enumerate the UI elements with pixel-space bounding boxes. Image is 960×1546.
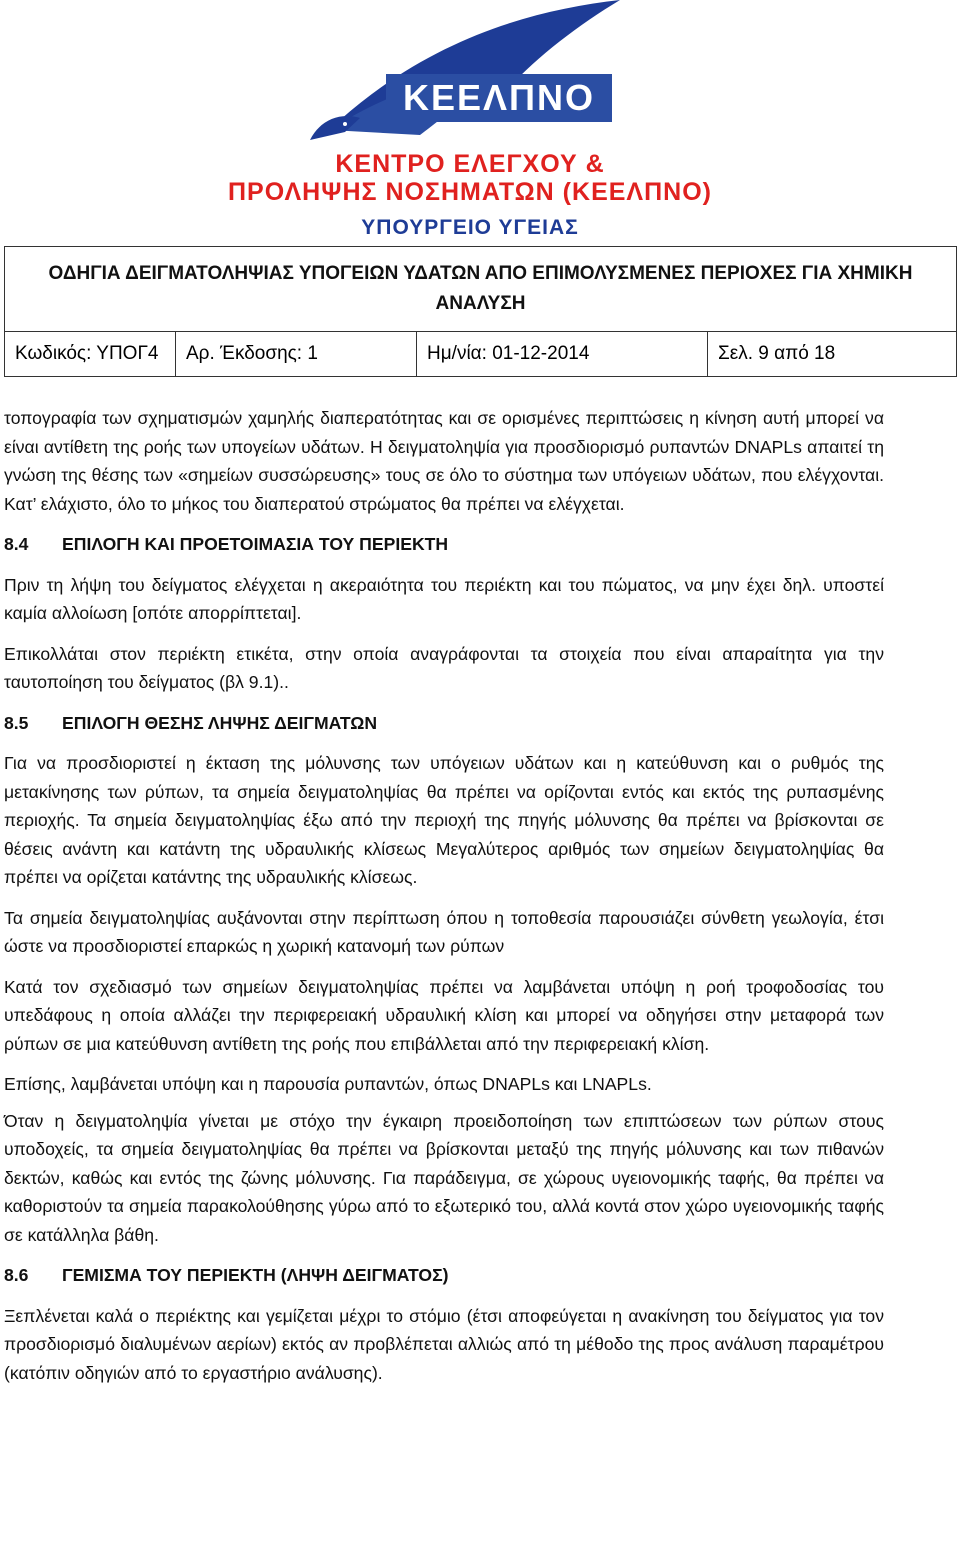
- brand-badge: ΚΕΕΛΠΝΟ: [386, 74, 612, 122]
- ministry-name: ΥΠΟΥΡΓΕΙΟ ΥΓΕΙΑΣ: [361, 216, 579, 239]
- paragraph: τοπογραφία των σχηματισμών χαμηλής διαπερατότητας και σε ορισμένες περιπτώσεις η κίνηση αυτή μπορεί να είναι αντίθετη της ροής των υπογείων υδάτων. Η δειγματοληψία για προσδιορισμό ρυπαντών DNAPLs απαιτεί τη γνώση της θέσης των «σημείων συσσώρευσης» τους σε όλο το σύστημα των υπόγειων υδάτων, που ελέγχονται. Κατ’ ελάχιστο, όλο το μήκος του διαπερατού στρώματος θα πρέπει να ελέγχεται.: [4, 408, 884, 514]
- document-title: ΟΔΗΓΙΑ ΔΕΙΓΜΑΤΟΛΗΨΙΑΣ ΥΠΟΓΕΙΩΝ ΥΔΑΤΩΝ ΑΠΟ ΕΠΙΜΟΛΥΣΜΕΝΕΣ ΠΕΡΙΟΧΕΣ ΓΙΑ ΧΗΜΙΚΗ ΑΝΑΛΥΣΗ: [5, 247, 957, 332]
- paragraph: Πριν τη λήψη του δείγματος ελέγχεται η ακεραιότητα του περιέκτη και του πώματος, να μην έχει δηλ. υποστεί καμία αλλοίωση [οπότε απορρίπτεται].: [4, 574, 884, 623]
- logo: [170, 0, 770, 248]
- document-date: Ημ/νία: 01-12-2014: [417, 332, 708, 377]
- paragraph: Κατά τον σχεδιασμό των σημείων δειγματοληψίας πρέπει να λαμβάνεται υπόψη η ροή τροφοδοσίας του υπεδάφους η οποία αλλάζει την περιφερειακή υδραυλική κλίση και μπορεί να οδηγήσει στην μεταφορά των ρύπων σε μια κατεύθυνση αντίθετη της ροής που επιβάλλεται από την περιφερειακή κλίση.: [4, 976, 884, 1054]
- document-body: [4, 404, 884, 1399]
- section-heading-8-5: [4, 709, 884, 738]
- org-name-line2: ΠΡΟΛΗΨΗΣ ΝΟΣΗΜΑΤΩΝ (ΚΕΕΛΠΝΟ): [228, 178, 712, 206]
- paragraph: Επίσης, λαμβάνεται υπόψη και η παρουσία ρυπαντών, όπως DNAPLs και LNAPLs.: [4, 1074, 652, 1094]
- paragraph: Για να προσδιοριστεί η έκταση της μόλυνσης των υπόγειων υδάτων και η κατεύθυνση και ο ρυθμός της μετακίνησης των ρύπων, τα σημεία δειγματοληψίας θα πρέπει να ορίζονται εντός και εκτός της ρυπασμένης περιοχής. Τα σημεία δειγματοληψίας έξω από την περιοχή της πηγής μόλυνσης θα πρέπει να βρίσκονται σε θέσεις ανάντη και κατάντη της υδραυλικής κλίσεως Μεγαλύτερος αριθμός των σημείων δειγματοληψίας θα πρέπει να ορίζεται κατάντης της υδραυλικής κλίσεως.: [4, 753, 884, 887]
- section-number: 8.4: [4, 534, 29, 554]
- section-title: ΕΠΙΛΟΓΗ ΚΑΙ ΠΡΟΕΤΟΙΜΑΣΙΑ ΤΟΥ ΠΕΡΙΕΚΤΗ: [62, 534, 449, 554]
- dove-logo-icon: [170, 0, 770, 248]
- section-number: 8.6: [4, 1265, 29, 1285]
- paragraph: Επικολλάται στον περιέκτη ετικέτα, στην οποία αναγράφονται τα στοιχεία που είναι απαραίτητα για την ταυτοποίηση του δείγματος (βλ 9.1)..: [4, 643, 884, 692]
- paragraph: Ξεπλένεται καλά ο περιέκτης και γεμίζεται μέχρι το στόμιο (έτσι αποφεύγεται η ανακίνηση του δείγματος για τον προσδιορισμό διαλυμένων αερίων) εκτός αν προβλέπεται αλλιώς από τη μέθοδο της προς ανάλυση παραμέτρου (κατόπιν οδηγιών από το εργαστήριο ανάλυσης).: [4, 1305, 884, 1383]
- section-title: ΓΕΜΙΣΜΑ ΤΟΥ ΠΕΡΙΕΚΤΗ (ΛΗΨΗ ΔΕΙΓΜΑΤΟΣ): [62, 1265, 449, 1285]
- paragraph: Τα σημεία δειγματοληψίας αυξάνονται στην περίπτωση όπου η τοποθεσία παρουσιάζει σύνθετη γεωλογία, έτσι ώστε να προσδιοριστεί επαρκώς η χωρική κατανομή των ρύπων: [4, 907, 884, 956]
- org-name-line1: ΚΕΝΤΡΟ ΕΛΕΓΧΟΥ &: [335, 150, 605, 178]
- section-title: ΕΠΙΛΟΓΗ ΘΕΣΗΣ ΛΗΨΗΣ ΔΕΙΓΜΑΤΩΝ: [62, 712, 378, 733]
- document-header-table: [4, 246, 957, 377]
- section-heading-8-4: [4, 530, 884, 559]
- document-edition: Αρ. Έκδοσης: 1: [176, 332, 417, 377]
- page-number: Σελ. 9 από 18: [708, 332, 957, 377]
- section-number: 8.5: [4, 712, 29, 733]
- section-heading-8-6: [4, 1261, 884, 1290]
- paragraph: Όταν η δειγματοληψία γίνεται με στόχο την έγκαιρη προειδοποίηση των επιπτώσεων των ρύπων στους υποδοχείς, τα σημεία δειγματοληψίας θα πρέπει να βρίσκονται μεταξύ της πηγής μόλυνσης και των πιθανών δεκτών, καθώς και εντός της ζώνης μόλυνσης. Για παράδειγμα, σε χώρους υγειονομικής ταφής, θα πρέπει να καθοριστούν τα σημεία παρακολούθησης γύρω από το εξωτερικό του, αλλά κοντά στον χώρο υγειονομικής ταφής σε κατάλληλα βάθη.: [4, 1110, 884, 1245]
- document-code: Κωδικός: ΥΠΟΓ4: [5, 332, 176, 377]
